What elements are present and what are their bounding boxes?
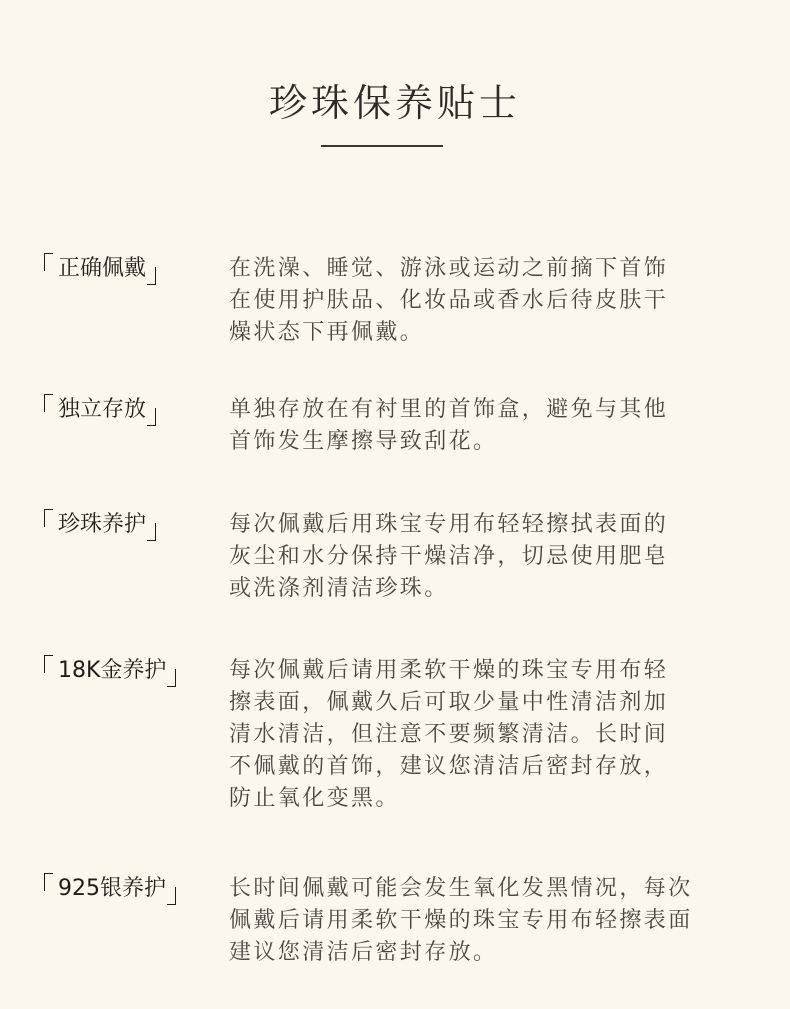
tip-label (44, 394, 156, 426)
tip-label-text: 正确佩戴 (58, 256, 147, 281)
tip-line: 或洗涤剂清洁珍珠。 (229, 576, 449, 601)
tip-label-text: 18K金养护 (58, 658, 167, 683)
open-bracket-icon (44, 655, 53, 673)
tip-line: 在使用护肤品、化妆品或香水后待皮肤干 (229, 288, 669, 313)
close-bracket-icon (167, 669, 176, 687)
close-bracket-icon (147, 408, 156, 426)
tip-body (229, 394, 749, 458)
tip-line: 清水清洁，但注意不要频繁清洁。长时间 (229, 722, 669, 747)
close-bracket-icon (147, 523, 156, 541)
tip-line: 每次佩戴后请用柔软干燥的珠宝专用布轻 (229, 658, 669, 683)
tip-label (44, 253, 156, 285)
tip-body (229, 253, 749, 349)
tip-label-text: 925银养护 (58, 876, 166, 901)
open-bracket-icon (44, 873, 53, 891)
tip-line: 首饰发生摩擦导致刮花。 (229, 429, 498, 454)
tip-line: 防止氧化变黑。 (229, 786, 400, 811)
tip-label-text: 珍珠养护 (58, 512, 147, 537)
tip-line: 长时间佩戴可能会发生氧化发黑情况，每次 (229, 876, 693, 901)
tip-line: 在洗澡、睡觉、游泳或运动之前摘下首饰 (229, 256, 669, 281)
tip-line: 不佩戴的首饰，建议您清洁后密封存放， (229, 754, 669, 779)
open-bracket-icon (44, 394, 53, 412)
tip-line: 每次佩戴后用珠宝专用布轻轻擦拭表面的 (229, 512, 669, 537)
open-bracket-icon (44, 509, 53, 527)
close-bracket-icon (147, 267, 156, 285)
tip-line: 燥状态下再佩戴。 (229, 320, 425, 345)
open-bracket-icon (44, 253, 53, 271)
tip-body (229, 655, 749, 815)
tip-label (44, 509, 156, 541)
tip-body (229, 873, 749, 969)
tip-body (229, 509, 749, 605)
title-divider (321, 145, 443, 147)
tip-line: 佩戴后请用柔软干燥的珠宝专用布轻擦表面 (229, 908, 693, 933)
tip-line: 灰尘和水分保持干燥洁净，切忌使用肥皂 (229, 544, 669, 569)
tip-label-text: 独立存放 (58, 397, 147, 422)
page-title: 珍珠保养贴士 (268, 81, 521, 125)
tip-label (44, 873, 176, 905)
close-bracket-icon (167, 887, 176, 905)
tip-line: 建议您清洁后密封存放。 (229, 940, 498, 965)
tip-line: 擦表面，佩戴久后可取少量中性清洁剂加 (229, 690, 669, 715)
tip-line: 单独存放在有衬里的首饰盒，避免与其他 (229, 397, 669, 422)
tip-label (44, 655, 176, 687)
